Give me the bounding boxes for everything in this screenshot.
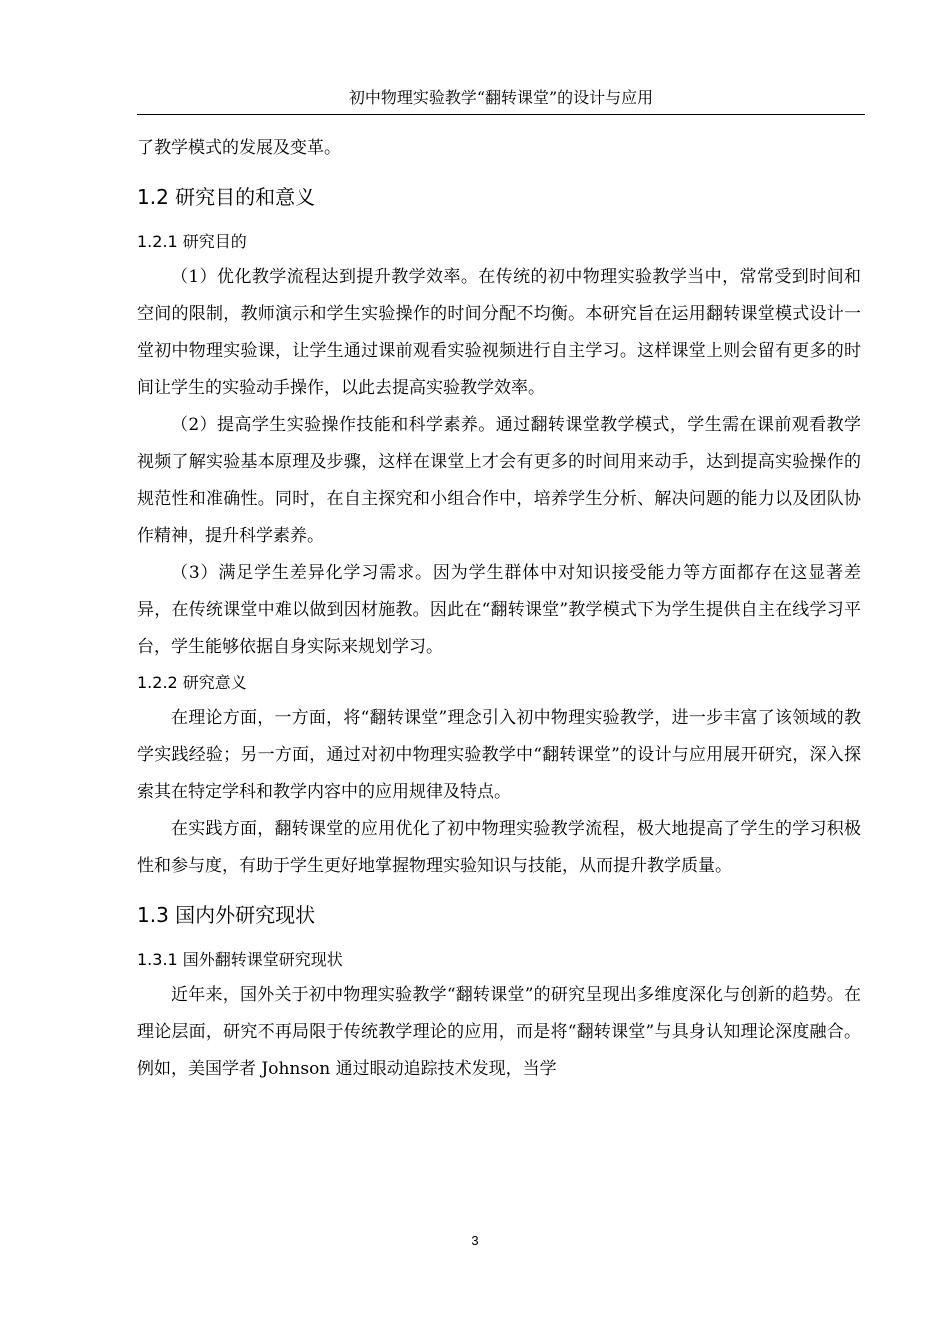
subsection-heading-1-3-1: 1.3.1 国外翻转课堂研究现状 (137, 950, 343, 969)
page-body (137, 130, 861, 1088)
paragraph-purpose-2: （2）提高学生实验操作技能和科学素养。通过翻转课堂教学模式，学生需在课前观看教学视频了解实验基本原理及步骤，这样在课堂上才会有更多的时间用来动手，达到提高实验操作的规范性和准确性。同时，在自主探究和小组合作中，培养学生分析、解决问题的能力以及团队协作精神，提升科学素养。 (137, 415, 861, 546)
paragraph-purpose-1: （1）优化教学流程达到提升教学效率。在传统的初中物理实验教学当中，常常受到时间和空间的限制，教师演示和学生实验操作的时间分配不均衡。本研究旨在运用翻转课堂模式设计一堂初中物理实验课，让学生通过课前观看实验视频进行自主学习。这样课堂上则会留有更多的时间让学生的实验动手操作，以此去提高实验教学效率。 (137, 267, 861, 398)
paragraph-foreign-research-1: 近年来，国外关于初中物理实验教学“翻转课堂”的研究呈现出多维度深化与创新的趋势。在理论层面，研究不再局限于传统教学理论的应用，而是将“翻转课堂”与具身认知理论深度融合。例如，美国学者 Johnson 通过眼动追踪技术发现，当学 (137, 985, 861, 1079)
paragraph-significance-2: 在实践方面，翻转课堂的应用优化了初中物理实验教学流程，极大地提高了学生的学习积极性和参与度，有助于学生更好地掌握物理实验知识与技能，从而提升教学质量。 (137, 819, 861, 876)
running-header: 初中物理实验教学“翻转课堂”的设计与应用 (348, 88, 654, 107)
section-heading-1-2: 1.2 研究目的和意义 (137, 185, 316, 209)
subsection-heading-1-2-2: 1.2.2 研究意义 (137, 673, 247, 692)
section-heading-1-3: 1.3 国内外研究现状 (137, 903, 316, 927)
paragraph-significance-1: 在理论方面，一方面，将“翻转课堂”理念引入初中物理实验教学，进一步丰富了该领域的教学实践经验；另一方面，通过对初中物理实验教学中“翻转课堂”的设计与应用展开研究，深入探索其在特定学科和教学内容中的应用规律及特点。 (137, 708, 861, 802)
paragraph-purpose-3: （3）满足学生差异化学习需求。因为学生群体中对知识接受能力等方面都存在这显著差异，在传统课堂中难以做到因材施教。因此在“翻转课堂”教学模式下为学生提供自主在线学习平台，学生能够依据自身实际来规划学习。 (137, 563, 861, 657)
page-number: 3 (471, 1233, 479, 1248)
subsection-heading-1-2-1: 1.2.1 研究目的 (137, 232, 247, 251)
header-divider (137, 114, 865, 115)
continuation-paragraph: 了教学模式的发展及变革。 (137, 138, 341, 158)
